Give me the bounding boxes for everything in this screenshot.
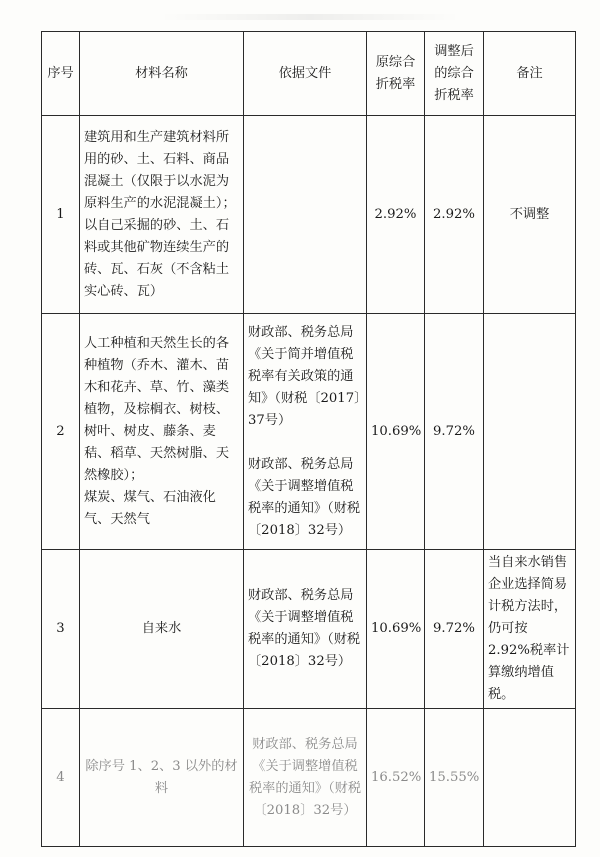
cell-remark: [484, 314, 576, 550]
table-row: [42, 314, 576, 550]
header-seq: 序号: [42, 32, 80, 116]
header-row: [42, 32, 576, 116]
table-row: [42, 550, 576, 709]
header-basis: 依据文件: [244, 32, 367, 116]
header-remark: 备注: [484, 32, 576, 116]
cell-original-rate: 16.52%: [367, 709, 425, 847]
cell-remark: [484, 709, 576, 847]
cell-basis: 财政部、税务总局《关于调整增值税税率的通知》（财税〔2018〕32号）: [244, 550, 367, 709]
cell-original-rate: 2.92%: [367, 116, 425, 314]
cell-adjusted-rate: 9.72%: [425, 314, 484, 550]
cell-adjusted-rate: 2.92%: [425, 116, 484, 314]
cell-basis: [244, 116, 367, 314]
cell-material: 人工种植和天然生长的各种植物（乔木、灌木、苗木和花卉、草、竹、藻类植物，及棕榈衣、树枝、树叶、树皮、藤条、麦秸、稻草、天然树脂、天然橡胶）； 煤炭、煤气、石油液化气、天然气: [80, 314, 244, 550]
header-adjusted-rate: 调整后 的综合 折税率: [425, 32, 484, 116]
cell-basis: 财政部、税务总局《关于简并增值税税率有关政策的通知》（财税〔2017〕37号） 财政部、税务总局《关于调整增值税税率的通知》（财税〔2018〕32号）: [244, 314, 367, 550]
cell-material: 建筑用和生产建筑材料所用的砂、土、石料、商品混凝土（仅限于以水泥为原料生产的水泥混凝土）； 以自己采掘的砂、土、石料或其他矿物连续生产的砖、瓦、石灰（不含粘土实心砖、瓦）: [80, 116, 244, 314]
cell-remark: 当自来水销售企业选择简易计税方法时，仍可按 2.92%税率计算缴纳增值税。: [484, 550, 576, 709]
cell-seq: 3: [42, 550, 80, 709]
cell-material: 除序号 1、2、3 以外的材料: [80, 709, 244, 847]
cell-adjusted-rate: 9.72%: [425, 550, 484, 709]
cell-basis: 财政部、税务总局《关于调整增值税税率的通知》（财税〔2018〕32号）: [244, 709, 367, 847]
scan-edge-shadow: [160, 14, 460, 20]
cell-seq: 4: [42, 709, 80, 847]
cell-adjusted-rate: 15.55%: [425, 709, 484, 847]
cell-seq: 2: [42, 314, 80, 550]
tax-rate-table: [41, 31, 576, 847]
header-material: 材料名称: [80, 32, 244, 116]
table-row: [42, 116, 576, 314]
cell-original-rate: 10.69%: [367, 550, 425, 709]
cell-seq: 1: [42, 116, 80, 314]
cell-remark: 不调整: [484, 116, 576, 314]
cell-original-rate: 10.69%: [367, 314, 425, 550]
header-original-rate: 原综合 折税率: [367, 32, 425, 116]
cell-material: 自来水: [80, 550, 244, 709]
table-row: [42, 709, 576, 847]
